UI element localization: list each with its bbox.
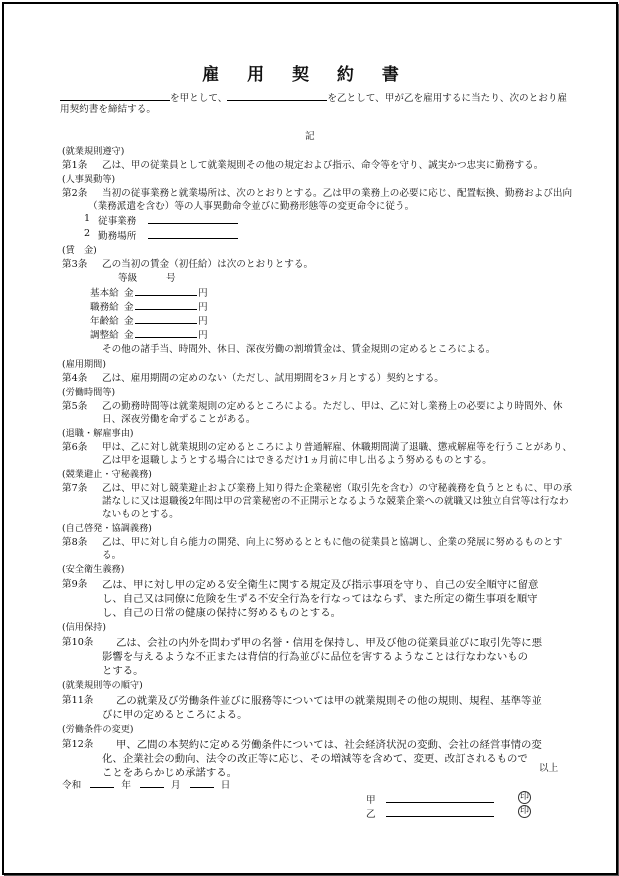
- article-1-text: 乙は、甲の従業員として就業規則その他の規定および指示、命令等を守り、誠実かつ忠実に勤務する。: [102, 160, 544, 171]
- article-11-no: 第11条: [62, 695, 94, 706]
- article-9-no: 第9条: [62, 579, 88, 590]
- adjust-pay-kin: 金: [124, 330, 134, 341]
- intro-part2: を乙として、甲が乙を雇用するに当たり、次のとおり雇: [327, 93, 568, 104]
- employer-blank[interactable]: [60, 90, 170, 101]
- signature-otsu-label: 乙: [366, 809, 376, 820]
- base-pay-label: 基本給: [90, 288, 119, 299]
- date-line: [62, 777, 230, 791]
- article-10-no: 第10条: [62, 637, 94, 648]
- section-heading-9: (安全衛生義務): [62, 564, 125, 575]
- article-6-line-2: 乙は甲を退職しようとする場合にはできるだけ1ヵ月前に申し出るよう努めるものとする。: [102, 455, 492, 466]
- article-3-other: その他の諸手当、時間外、休日、深夜労働の割増賃金は、賃金規則の定めるところによる。: [102, 344, 496, 355]
- section-heading-8: (自己啓発・協調義務): [62, 523, 152, 534]
- section-heading-12: (労働条件の変更): [62, 724, 134, 735]
- duty-pay-kin: 金: [124, 302, 134, 313]
- article-5-no: 第5条: [62, 401, 88, 412]
- article-9-line-1: 乙は、甲に対し甲の定める安全衛生に関する規定及び指示事項を守り、自己の安全順守に留意: [102, 579, 539, 591]
- item-1-no: 1: [84, 213, 91, 224]
- grade-label: 等級 号: [118, 273, 176, 284]
- month-blank[interactable]: [140, 777, 164, 788]
- month-label: 月: [171, 780, 181, 791]
- section-heading-2: (人事異動等): [62, 174, 116, 185]
- article-7-no: 第7条: [62, 483, 88, 494]
- article-3-no: 第3条: [62, 259, 88, 270]
- intro-line-2: 用契約書を締結する。: [60, 104, 156, 115]
- seal-otsu-icon: 印: [519, 806, 529, 816]
- base-pay-blank[interactable]: [135, 285, 197, 296]
- article-6-no: 第6条: [62, 442, 88, 453]
- item-2-no: 2: [84, 228, 91, 239]
- duty-pay-blank[interactable]: [135, 299, 197, 310]
- section-heading-3: (賃 金): [62, 245, 97, 256]
- section-heading-5: (労働時間等): [62, 387, 116, 398]
- article-9-line-3: し、自己の日常の健康の保持に努めるものとする。: [102, 607, 341, 619]
- year-label: 年: [121, 780, 131, 791]
- signature-ko-line[interactable]: [386, 792, 494, 803]
- age-pay-blank[interactable]: [135, 313, 197, 324]
- item-2-label: 勤務場所: [98, 231, 137, 242]
- seal-ko-icon: 印: [519, 792, 529, 802]
- article-12-line-1: 甲、乙間の本契約に定める労働条件については、社会経済状況の変動、会社の経営事情の変: [116, 739, 542, 751]
- signature-ko-label: 甲: [366, 795, 376, 806]
- signature-otsu-line[interactable]: [386, 806, 494, 817]
- section-heading-4: (雇用期間): [62, 359, 106, 370]
- day-blank[interactable]: [190, 777, 214, 788]
- base-pay-yen: 円: [198, 288, 208, 299]
- day-label: 日: [220, 780, 231, 791]
- article-11-line-2: びに甲の定めるところによる。: [102, 709, 248, 721]
- ki-label: 記: [305, 131, 315, 142]
- article-7-line-2: 諾なしに又は退職後2年間は甲の営業秘密の不正開示となるような競業企業への就職又は独立自営等は行なわ: [102, 496, 569, 507]
- article-7-line-3: ないものとする。: [102, 509, 179, 520]
- document-title: 雇 用 契 約 書: [202, 65, 410, 85]
- adjust-pay-label: 調整給: [90, 330, 119, 341]
- article-8-no: 第8条: [62, 537, 88, 548]
- adjust-pay-yen: 円: [198, 330, 208, 341]
- article-2-line-1: 当初の従事業務と就業場所は、次のとおりとする。乙は甲の業務上の必要に応じ、配置転換、勤務および出向: [102, 188, 573, 199]
- item-1-label: 従事業務: [98, 216, 137, 227]
- article-2-line-2: （業務派遣を含む）等の人事異動命令並びに勤務形態等の変更命令に従う。: [88, 201, 415, 212]
- article-9-line-2: し、自己又は同僚に危険を生ずる不安全行為を行なってはならず、また所定の衛生事項を順守: [102, 593, 538, 605]
- article-3-text: 乙の当初の賃金（初任給）は次のとおりとする。: [102, 259, 314, 270]
- article-12-line-2: 化、企業社会の動向、法令の改正等に応じ、その増減等を含めて、変更、改訂されるもので: [102, 753, 528, 765]
- age-pay-kin: 金: [124, 316, 134, 327]
- section-heading-11: (就業規則等の順守): [62, 680, 143, 691]
- section-heading-7: (競業避止・守秘義務): [62, 469, 152, 480]
- job-duty-blank[interactable]: [148, 213, 238, 224]
- adjust-pay-blank[interactable]: [135, 327, 197, 338]
- article-10-line-3: とする。: [102, 665, 144, 677]
- article-4-no: 第4条: [62, 373, 88, 384]
- article-2-no: 第2条: [62, 188, 88, 199]
- article-8-line-1: 乙は、甲に対し自ら能力の開発、向上に努めるとともに他の従業員と協調し、企業の発展に努めるものとす: [102, 537, 563, 548]
- era-label: 令和: [62, 780, 82, 791]
- article-7-line-1: 乙は、甲に対し競業避止および業務上知り得た企業秘密（取引先を含む）の守秘義務を負うとともに、甲の承: [102, 483, 573, 494]
- article-4-text: 乙は、雇用期間の定めのない（ただし、試用期間を3ヶ月とする）契約とする。: [102, 373, 444, 384]
- age-pay-label: 年齢給: [90, 316, 119, 327]
- duty-pay-label: 職務給: [90, 302, 119, 313]
- work-place-blank[interactable]: [148, 228, 238, 239]
- article-10-line-2: 影響を与えるような不正または背信的行為並びに品位を害するようなことは行なわないもの: [102, 651, 529, 663]
- article-1-no: 第1条: [62, 160, 88, 171]
- employee-blank[interactable]: [227, 90, 327, 101]
- year-blank[interactable]: [90, 777, 114, 788]
- intro-part1: を甲として、: [170, 93, 228, 104]
- base-pay-kin: 金: [124, 288, 134, 299]
- article-8-line-2: る。: [102, 550, 122, 561]
- article-5-line-2: 日、深夜労働を命ずることがある。: [102, 414, 256, 425]
- section-heading-10: (信用保持): [62, 622, 106, 633]
- article-5-line-1: 乙の勤務時間等は就業規則の定めるところによる。ただし、甲は、乙に対し業務上の必要により時間外、休: [102, 401, 563, 412]
- article-10-line-1: 乙は、会社の内外を問わず甲の名誉・信用を保持し、甲及び他の従業員並びに取引先等に悪: [116, 637, 543, 649]
- section-heading-6: (退職・解雇事由): [62, 428, 134, 439]
- article-12-no: 第12条: [62, 739, 94, 750]
- article-12-line-3: ことをあらかじめ承諾する。: [102, 767, 238, 779]
- article-6-line-1: 甲は、乙に対し就業規則の定めるところにより普通解雇、休職期間満了退職、懲戒解雇等を行うことがあり、: [102, 442, 573, 453]
- ijou-label: 以上: [539, 763, 559, 774]
- age-pay-yen: 円: [198, 316, 208, 327]
- article-11-line-1: 乙の就業及び労働条件並びに服務等については甲の就業規則その他の規則、規程、基準等並: [116, 695, 542, 707]
- section-heading-1: (就業規則遵守): [62, 146, 125, 157]
- duty-pay-yen: 円: [198, 302, 208, 313]
